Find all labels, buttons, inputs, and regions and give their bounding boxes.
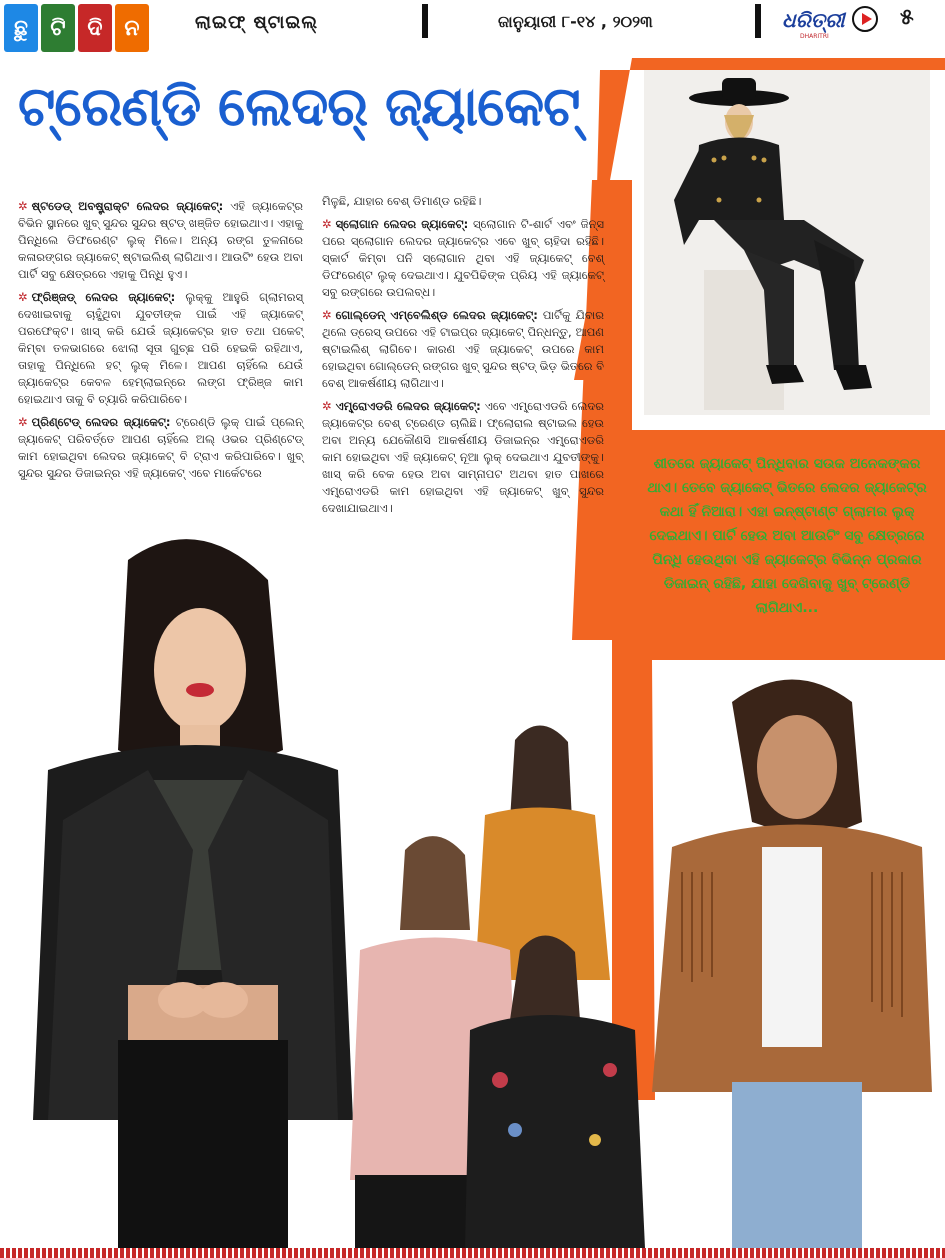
issue-date: ଜାନୁୟାରୀ ୮-୧୪ , ୨୦୨୩ <box>498 12 653 31</box>
subhead: ପ୍ରିଣ୍ଟେଡ୍ ଲେଦର ଜ୍ୟାକେଟ୍: <box>31 415 171 429</box>
bullet-icon: ✲ <box>322 308 332 322</box>
photo-group-models <box>340 720 650 1248</box>
article-paragraph <box>18 289 303 408</box>
headline: ଟ୍ରେଣ୍ଡି ଲେଦର୍ ଜ୍ୟାକେଟ୍ <box>18 75 580 138</box>
bullet-icon: ✲ <box>18 415 28 429</box>
brand-subtitle: DHARITRI <box>800 33 829 40</box>
footer-rule <box>0 1248 945 1258</box>
page-header <box>0 0 945 58</box>
subhead: ଗୋଲ୍ଡେନ୍ ଏମ୍ବେଲିଶ୍ଡ ଲେଦର ଜ୍ୟାକେଟ୍: <box>335 308 538 322</box>
masthead-letter: ଟି <box>41 4 75 52</box>
subhead: ସ୍ଲୋଗାନ ଲେଦର ଜ୍ୟାକେଟ୍: <box>335 217 469 231</box>
page-number: ୫ <box>900 5 914 30</box>
paragraph-body: ଏବେ ଏମ୍ବ୍ରୋଏଡରି ଲେଦର ଜ୍ୟାକେଟ୍‌ର ବେଶ୍ ଟ୍ରେଣ୍ଡ ଚାଲିଛି। ଫ୍ଲୋରାଲ ଷ୍ଟାଇଲ ହେଉ ଅବା ଅନ୍ୟ ଯେକୌଣସି ଆକର୍ଷଣୀୟ ଡିଜାଇନ୍‌ର ଏମ୍ବ୍ରୋଏଡରି କାମ ହୋଇଥିବା ଏହି ଜ୍ୟାକେଟ୍ ନୂଆ ଲୁକ୍ ଦେଇଥାଏ ଯୁବତୀଙ୍କୁ। ଖାସ୍ କରି ବେକ ହେଉ ଅବା ସାମ୍ନାପଟ ଅଥବା ହାତ ପାଖରେ ଏମ୍ବ୍ରୋଏଡରି କାମ ହୋଇଥିବା ଏହି ଜ୍ୟାକେଟ୍ ଖୁବ୍ ସୁନ୍ଦର ଦେଖାଯାଇଥାଏ। <box>322 399 604 515</box>
paragraph-body: ପାର୍ଟିକୁ ଯିବାର ଥିଲେ ଡ୍ରେସ୍ ଉପରେ ଏହି ଟାଇପ୍‌ର ଜ୍ୟାକେଟ୍ ପିନ୍ଧନ୍ତୁ, ଆପଣ ଷ୍ଟାଇଲିଶ୍ ଲାଗିବେ। କାରଣ ଏହି ଜ୍ୟାକେଟ୍ ଉପରେ କାମ ହୋଇଥିବା ଗୋଲ୍ଡେନ୍ ରଙ୍ଗର ଖୁବ୍ ସୁନ୍ଦର ଷ୍ଟଡ୍ ଭିଡ଼ ଭିତରେ ବି ବେଶ୍ ଆକର୍ଷଣୀୟ ଲାଗିଥାଏ। <box>322 308 605 390</box>
subhead: ଫ୍ରିଞ୍ଜଡ୍ ଲେଦର ଜ୍ୟାକେଟ୍: <box>31 290 176 304</box>
article-column-1 <box>18 198 303 488</box>
masthead-logo <box>4 4 149 52</box>
masthead-letter: ଦି <box>78 4 112 52</box>
subhead: ଷ୍ଟଡେଡ୍ ଅବଷ୍ଟ୍ରାକ୍ଟ ଲେଦର ଜ୍ୟାକେଟ୍: <box>31 199 224 213</box>
section-label: ଲାଇଫ୍ ଷ୍ଟାଇଲ୍ <box>195 12 319 33</box>
masthead-letter: ଛୁ <box>4 4 38 52</box>
bullet-icon: ✲ <box>322 399 332 413</box>
paragraph-body: ଟ୍ରେଣ୍ଡି ଲୁକ୍ ପାଇଁ ପ୍ଲେନ୍ ଜ୍ୟାକେଟ୍ ପରିବର୍ତ୍ତେ ଆପଣ ଚାହିଁଲେ ଅଲ୍ ଓଭର ପ୍ରିଣ୍ଟେଡ୍ କାମ ହୋଇଥିବା ଲେଦର ଜ୍ୟାକେଟ୍ ବି ଟ୍ରାଏ କରିପାରିବେ। ଖୁବ୍ ସୁନ୍ଦର ସୁନ୍ଦର ଡିଜାଇନ୍‌ର ଏହି ଜ୍ୟାକେଟ୍ ଏବେ ମାର୍କେଟରେ <box>18 415 303 480</box>
article-paragraph <box>18 414 303 482</box>
bullet-icon: ✲ <box>18 290 28 304</box>
paragraph-body: ମିଳୁଛି, ଯାହାର ବେଶ୍ ଡିମାଣ୍ଡ ରହିଛି। <box>322 194 482 208</box>
bullet-icon: ✲ <box>18 199 28 213</box>
brand-logo: ଧରିତ୍ରୀ <box>782 8 845 32</box>
play-icon <box>852 6 878 32</box>
masthead-letter: ନ <box>115 4 149 52</box>
article-paragraph <box>322 193 604 210</box>
article-paragraph <box>18 198 303 283</box>
paragraph-body: ଲୁକ୍‌କୁ ଆହୁରି ଗ୍ଲାମରସ୍ ଦେଖାଇବାକୁ ଚାହୁଁଥିବା ଯୁବତୀଙ୍କ ପାଇଁ ଏହି ଜ୍ୟାକେଟ୍ ପରଫେକ୍ଟ। ଖାସ୍ କରି ଯେଉଁ ଜ୍ୟାକେଟ୍‌ର ହାତ ତଥା ପକେଟ୍ କିମ୍ବା ତଳଭାଗରେ ଝୋଲା ସୂତା ଗୁଚ୍ଛ ପରି ହେଇକି ରହିଥାଏ, ତାହାକୁ ପିନ୍ଧିଲେ ହଟ୍ ଲୁକ୍ ମିଳେ। ଆପଣ ଚାହିଁଲେ ଯେଉଁ ଜ୍ୟାକେଟ୍‌ର କେବଳ ହେମ୍‌ଲାଇନ୍‌ରେ ଲଙ୍ଗ ଫ୍ରିଞ୍ଜ କାମ ହୋଇଥାଏ ତାକୁ ବି ଚ୍ୟାରି କରିପାରିବେ। <box>18 290 304 406</box>
bullet-icon: ✲ <box>322 217 332 231</box>
intro-blurb: ଶୀତରେ ଜ୍ୟାକେଟ୍ ପିନ୍ଧିବାର ସଉକ ଅନେକଙ୍କର ଥାଏ। ତେବେ ଜ୍ୟାକେଟ୍ ଭିତରେ ଲେଦର ଜ୍ୟାକେଟ୍‌ର କଥା ହିଁ ନିଆରା। ଏହା ଇନ୍‌ଷ୍ଟାଣ୍ଟ ଗ୍ଲାମର ଲୁକ୍ ଦେଇଥାଏ। ପାର୍ଟି ହେଉ ଅବା ଆଉଟିଂ ସବୁ କ୍ଷେତ୍ରରେ ପିନ୍ଧି ହେଉଥିବା ଏହି ଜ୍ୟାକେଟ୍‌ର ବିଭିନ୍ନ ପ୍ରକାର ଡିଜାଇନ୍ ରହିଛି, ଯାହା ଦେଖିବାକୁ ଖୁବ୍ ଟ୍ରେଣ୍ଡି ଲାଗିଥାଏ... <box>647 456 927 616</box>
article-column-2 <box>322 193 604 523</box>
header-divider <box>422 4 428 38</box>
subhead: ଏମ୍ବ୍ରୋଏଡରି ଲେଦର ଜ୍ୟାକେଟ୍: <box>335 399 481 413</box>
photo-fringe-jacket-model <box>612 672 945 1248</box>
paragraph-body: ସ୍ଲୋଗାନ ଟି-ଶାର୍ଟ ଏବଂ ଜିନ୍ସ ପରେ ସ୍ଲୋଗାନ ଲେଦର ଜ୍ୟାକେଟ୍‌ର ଏବେ ଖୁବ୍ ଚାହିଦା ରହିଛି। ସ୍କାର୍ଟ କିମ୍ବା ପନି ସ୍ଲୋଗାନ ଥିବା ଏହି ଜ୍ୟାକେଟ୍ ବେଶ୍ ଡିଫରେଣ୍ଟ ଲୁକ୍ ଦେଇଥାଏ। ଯୁବପିଢିଙ୍କ ପ୍ରିୟ ଏହି ଜ୍ୟାକେଟ୍ ସବୁ ରଙ୍ଗରେ ଉପଲବ୍ଧ। <box>322 217 604 299</box>
photo-studded-jacket-model <box>644 70 930 415</box>
article-paragraph <box>322 307 604 392</box>
article-paragraph <box>322 216 604 301</box>
photo-black-jacket-model <box>8 520 368 1248</box>
article-paragraph <box>322 398 604 517</box>
header-divider <box>755 4 761 38</box>
paragraph-body: ଏହି ଜ୍ୟାକେଟ୍‌ର ବିଭିନ ସ୍ଥାନରେ ଖୁବ୍ ସୁନ୍ଦର ସୁନ୍ଦର ଷ୍ଟଡ୍ ଖଞ୍ଜିତ ହୋଇଥାଏ। ଏହାକୁ ପିନ୍ଧିଲେ ଡିଫରେଣ୍ଟ ଲୁକ୍ ମିଳେ। ଅନ୍ୟ ରଙ୍ଗ ତୁଳନାରେ କଳାରଙ୍ଗର ଜ୍ୟାକେଟ୍ ଷ୍ଟାଇଲିଶ୍ ଲାଗିଥାଏ। ଆଉଟିଂ ହେଉ ଅବା ପାର୍ଟି ସବୁ କ୍ଷେତ୍ରରେ ଏହାକୁ ପିନ୍ଧି ହୁଏ। <box>18 199 303 281</box>
